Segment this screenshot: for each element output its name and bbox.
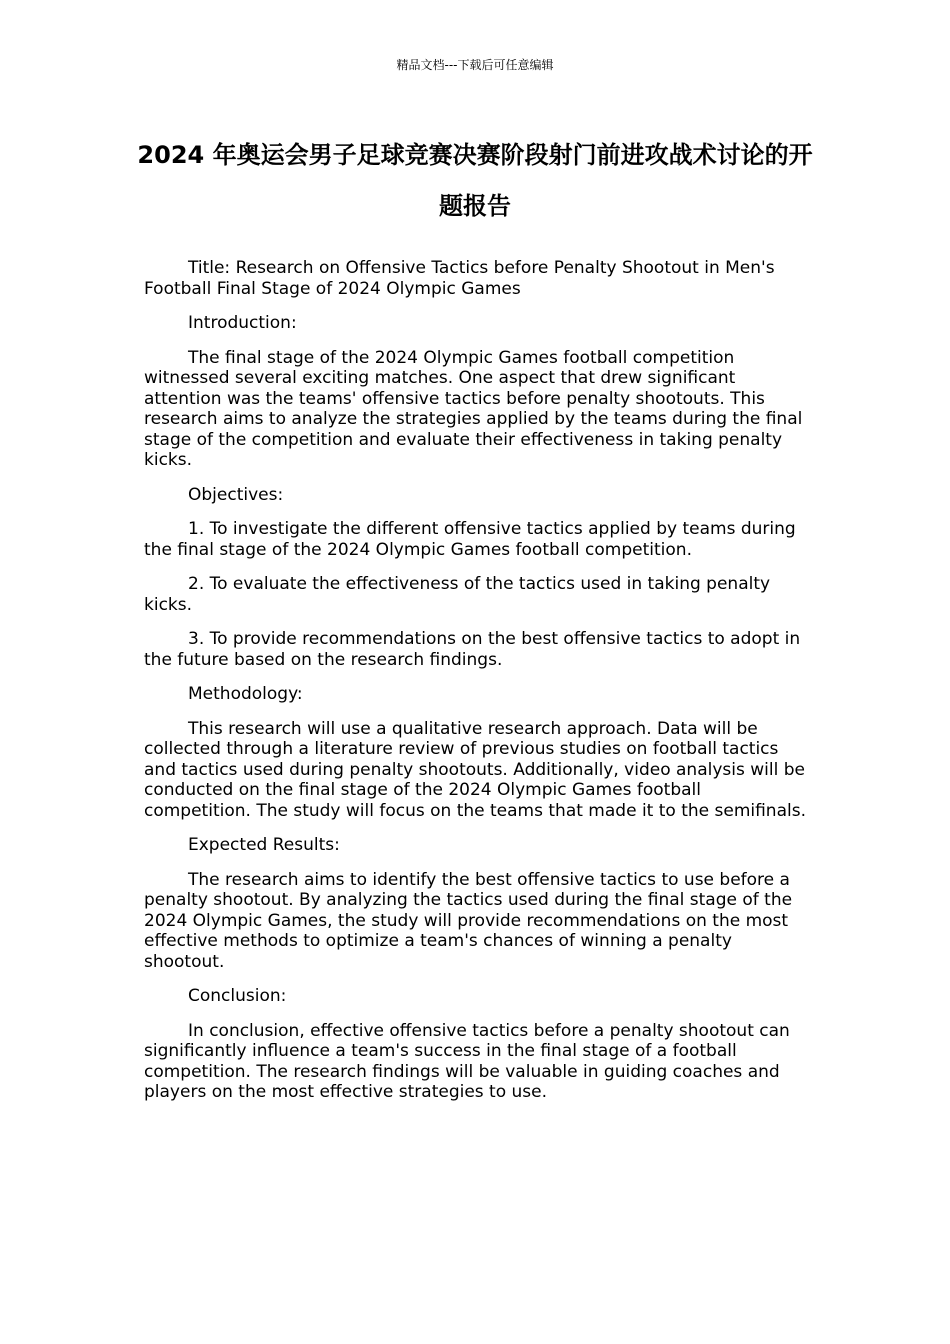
conclusion-paragraph: In conclusion, effective offensive tactics before a penalty shootout can significantly influence a team's success in the final stage of a football competition. The research findings will be valuable in guiding coaches and players on the most effective strategies to use. bbox=[144, 1020, 790, 1102]
objective-item-1: 1. To investigate the different offensive tactics applied by teams during the final stage of the 2024 Olympic Games football competition. bbox=[144, 519, 796, 560]
title-paragraph: Title: Research on Offensive Tactics before Penalty Shootout in Men's Football Final Stage of 2024 Olympic Games bbox=[144, 258, 775, 299]
expected-results-paragraph: The research aims to identify the best offensive tactics to use before a penalty shootout. By analyzing the tactics used during the final stage of the 2024 Olympic Games, the study will provide recommendations on the most effective methods to optimize a team's chances of winning a penalty shootout. bbox=[144, 869, 793, 972]
section-heading-introduction: Introduction: bbox=[188, 313, 297, 333]
page-header: 精品文档---下载后可任意编辑 bbox=[396, 58, 554, 72]
introduction-paragraph: The final stage of the 2024 Olympic Games football competition witnessed several exciting matches. One aspect that drew significant attention was the teams' offensive tactics before penalty shootouts. This research aims to analyze the strategies applied by the teams during the final stage of the competition and evaluate their effectiveness in taking penalty kicks. bbox=[144, 347, 803, 470]
section-heading-objectives: Objectives: bbox=[188, 484, 284, 505]
section-heading-expected-results: Expected Results: bbox=[188, 835, 340, 855]
methodology-paragraph: This research will use a qualitative research approach. Data will be collected through a literature review of previous studies on football tactics and tactics used during penalty shootouts. Additionally, video analysis will be conducted on the final stage of the 2024 Olympic Games football competition. The study will focus on the teams that made it to the semifinals. bbox=[144, 718, 806, 821]
objective-item-3: 3. To provide recommendations on the best offensive tactics to adopt in the future based on the research findings. bbox=[144, 629, 801, 670]
section-heading-conclusion: Conclusion: bbox=[188, 986, 287, 1006]
document-body bbox=[144, 258, 806, 1117]
objective-item-2: 2. To evaluate the effectiveness of the tactics used in taking penalty kicks. bbox=[144, 574, 771, 615]
document-title: 2024 年奥运会男子足球竞赛决赛阶段射门前进攻战术讨论的开题报告 bbox=[137, 141, 813, 220]
section-heading-methodology: Methodology: bbox=[188, 684, 303, 704]
